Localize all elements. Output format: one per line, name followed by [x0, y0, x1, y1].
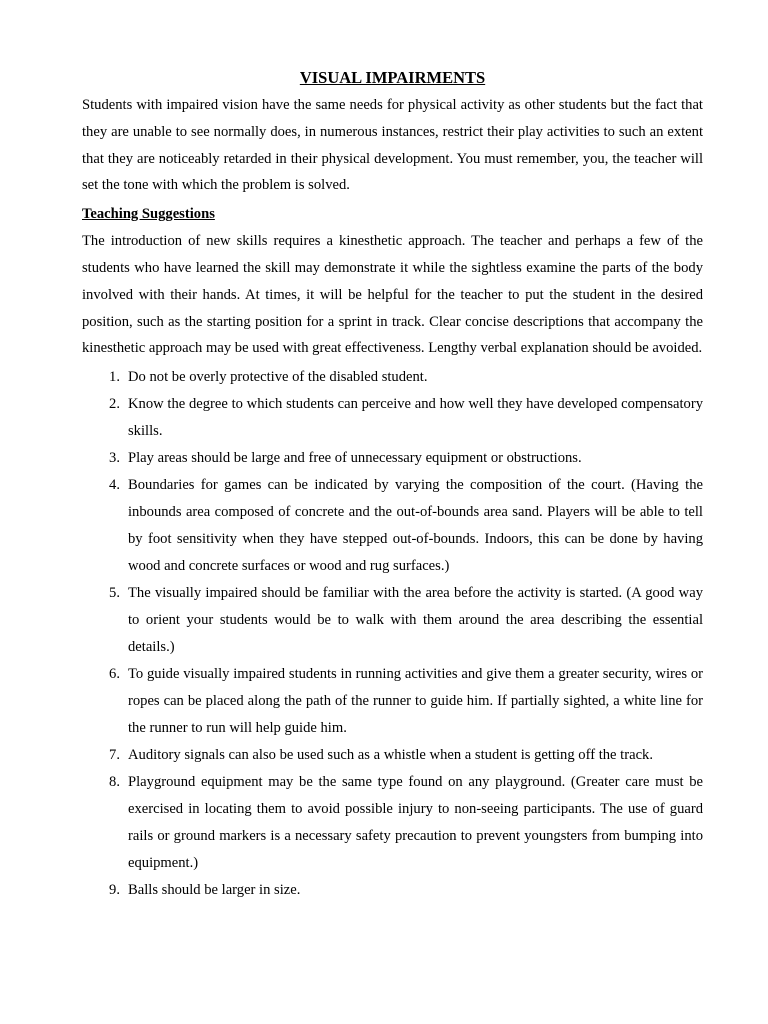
section-heading: Teaching Suggestions [82, 206, 215, 223]
list-item [82, 391, 703, 445]
list-item [82, 877, 703, 904]
list-item-number: 8. [109, 774, 120, 791]
document-title: VISUAL IMPAIRMENTS [299, 68, 486, 87]
list-item [82, 364, 703, 391]
list-item-text: The visually impaired should be familiar with the area before the activity is started. (A good way to orient your students would be to walk with them around the area describing the essential details.) [128, 585, 703, 656]
section-paragraph: The introduction of new skills requires a kinesthetic approach. The teacher and perhaps a few of the students who have learned the skill may demonstrate it while the sightless examine the parts of the body involved with their hands. At times, it will be helpful for the teacher to put the student in the desired position, such as the starting position for a sprint in track. Clear concise descriptions that accompany the kinesthetic approach may be used with great effectiveness. Lengthy verbal explanation should be avoided. [82, 233, 703, 357]
suggestions-list [82, 364, 703, 904]
list-item [82, 769, 703, 877]
intro-paragraph: Students with impaired vision have the same needs for physical activity as other students but the fact that they are unable to see normally does, in numerous instances, restrict their play activities to such an extent that they are noticeably retarded in their physical development. You must remember, you, the teacher will set the tone with which the problem is solved. [82, 97, 703, 194]
list-item [82, 472, 703, 580]
list-item-text: Playground equipment may be the same type found on any playground. (Greater care must be exercised in locating them to avoid possible injury to non-seeing participants. The use of guard rails or ground markers is a necessary safety precaution to prevent youngsters from bumping into equipment.) [128, 774, 703, 872]
list-item-number: 9. [109, 882, 120, 899]
list-item-number: 2. [109, 396, 120, 413]
list-item-number: 3. [109, 450, 120, 467]
list-item-number: 1. [109, 369, 120, 386]
list-item-text: Play areas should be large and free of unnecessary equipment or obstructions. [128, 450, 582, 467]
list-item [82, 580, 703, 661]
document-page [82, 64, 703, 904]
list-item-number: 7. [109, 747, 120, 764]
list-item-number: 5. [109, 585, 120, 602]
list-item-text: Auditory signals can also be used such as a whistle when a student is getting off the track. [128, 747, 653, 764]
list-item-number: 6. [109, 666, 120, 683]
list-item-text: Do not be overly protective of the disabled student. [128, 369, 428, 386]
list-item-text: Know the degree to which students can perceive and how well they have developed compensatory skills. [128, 396, 703, 440]
list-item-text: Balls should be larger in size. [128, 882, 301, 899]
list-item-number: 4. [109, 477, 120, 494]
list-item-text: To guide visually impaired students in running activities and give them a greater security, wires or ropes can be placed along the path of the runner to guide him. If partially sighted, a white line for the runner to run will help guide him. [128, 666, 703, 737]
list-item [82, 742, 703, 769]
list-item-text: Boundaries for games can be indicated by varying the composition of the court. (Having the inbounds area composed of concrete and the out-of-bounds area sand. Players will be able to tell by foot sensitivity when they have stepped out-of-bounds. Indoors, this can be done by having wood and concrete surfaces or wood and rug surfaces.) [128, 477, 703, 575]
list-item [82, 445, 703, 472]
list-item [82, 661, 703, 742]
